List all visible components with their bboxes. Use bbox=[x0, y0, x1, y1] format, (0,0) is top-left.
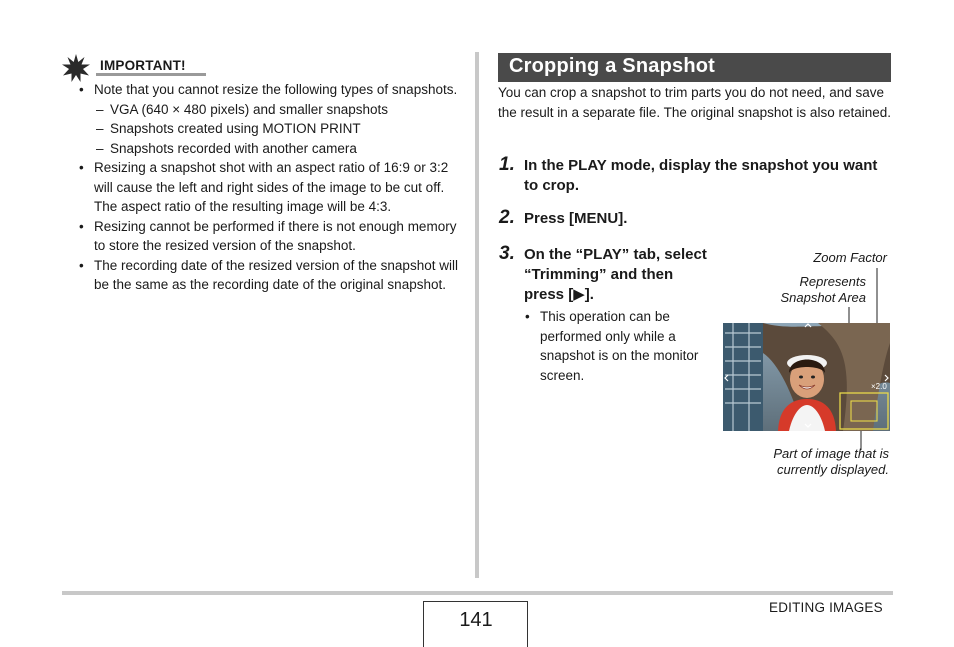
step-1-text: In the PLAY mode, display the snapshot you want to crop. bbox=[524, 157, 878, 194]
section-title: Cropping a Snapshot bbox=[509, 55, 716, 77]
page-number: 141 bbox=[459, 609, 493, 631]
footer-rule bbox=[62, 591, 893, 595]
zoom-factor-label: Zoom Factor bbox=[813, 250, 887, 265]
step-1-number: 1. bbox=[499, 154, 515, 175]
list-item: • The recording date of the resized version of the snapshot will be the same as the recording date of the original snapshot. bbox=[78, 256, 468, 295]
displayed-part-label: Part of image that is currently displayed. bbox=[773, 446, 889, 477]
snapshot-area-label: Represents Snapshot Area bbox=[780, 274, 866, 305]
list-subitem: – Snapshots created using MOTION PRINT bbox=[78, 119, 468, 139]
important-list bbox=[78, 80, 468, 295]
step-3-note: • This operation can be performed only while a snapshot is on the monitor screen. bbox=[524, 307, 720, 385]
list-item: • Note that you cannot resize the following types of snapshots. bbox=[78, 80, 468, 100]
step-2-number: 2. bbox=[499, 207, 515, 228]
section-intro: You can crop a snapshot to trim parts you do not need, and save the result in a separate file. The original snapshot is also retained. bbox=[498, 85, 891, 120]
important-star-icon bbox=[62, 54, 90, 82]
step-3-number: 3. bbox=[499, 243, 515, 264]
monitor-snapshot-image bbox=[723, 323, 890, 431]
list-item: • Resizing a snapshot shot with an aspect ratio of 16:9 or 3:2 will cause the left and right sides of the image to be cut off. The aspect ratio of the resulting image will be 4:3. bbox=[78, 158, 468, 217]
step-2-text: Press [MENU]. bbox=[524, 210, 628, 227]
list-subitem: – VGA (640 × 480 pixels) and smaller snapshots bbox=[78, 100, 468, 120]
list-item: • Resizing cannot be performed if there is not enough memory to store the resized version of the snapshot. bbox=[78, 217, 468, 256]
important-heading: IMPORTANT! bbox=[100, 58, 186, 73]
zoom-readout: ×2.0 bbox=[871, 382, 887, 391]
list-subitem: – Snapshots recorded with another camera bbox=[78, 139, 468, 159]
footer-section-label: EDITING IMAGES bbox=[769, 600, 883, 615]
column-divider bbox=[475, 52, 479, 578]
step-3-text: On the “PLAY” tab, select “Trimming” and then press [▶]. bbox=[524, 246, 707, 303]
important-underline bbox=[96, 73, 206, 76]
